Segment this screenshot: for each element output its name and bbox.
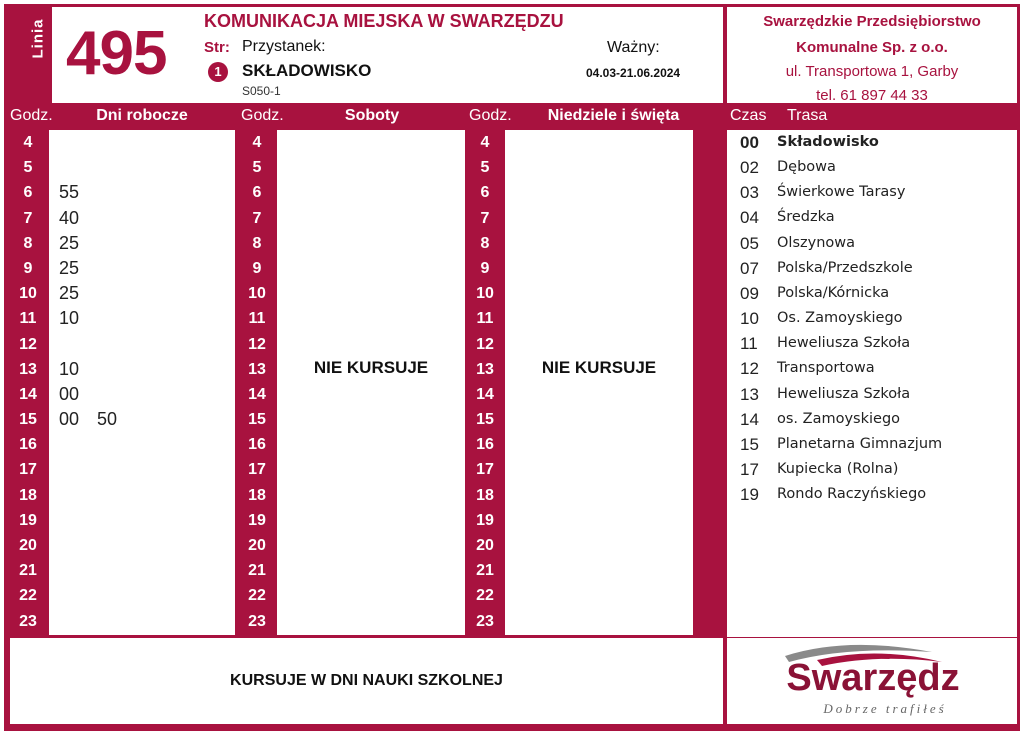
- time-header: Czas: [730, 107, 767, 124]
- weekday-times-row: [49, 432, 235, 457]
- weekday-hour: 22: [19, 587, 37, 605]
- saturday-hour: 7: [252, 209, 262, 227]
- weekday-times-row: [49, 256, 235, 281]
- saturday-hour: 18: [248, 486, 266, 504]
- weekday-hour: 23: [19, 612, 37, 630]
- departure-minute: 10: [59, 308, 80, 329]
- weekday-times-row: [49, 558, 235, 583]
- route-stop-time: 17: [740, 459, 759, 479]
- saturday-note: NIE KURSUJE: [313, 358, 429, 377]
- departure-minute: 00: [59, 383, 80, 404]
- saturday-hour: 16: [248, 436, 266, 454]
- weekday-times-row: [49, 306, 235, 331]
- saturday-hour: 17: [248, 461, 266, 479]
- departure-minute: 25: [59, 257, 80, 278]
- weekday-times-row: [49, 155, 235, 180]
- saturday-hour: 12: [248, 335, 266, 353]
- weekday-times-row: [49, 508, 235, 533]
- saturday-hour: 8: [252, 234, 262, 252]
- route-stop-name: Rondo Raczyńskiego: [777, 486, 927, 503]
- weekday-times-row: [49, 231, 235, 256]
- saturday-hour: 20: [248, 537, 266, 554]
- route-stop-name: Olszynowa: [777, 234, 855, 251]
- stop-label: Przystanek:: [242, 38, 326, 55]
- departure-minute: 00: [59, 409, 80, 430]
- hours-header-weekdays: Godz.: [10, 107, 53, 124]
- saturday-hour: 9: [252, 259, 262, 277]
- route-stop-name: Os. Zamoyskiego: [777, 310, 903, 327]
- route-stop-name: Heweliusza Szkoła: [777, 385, 911, 402]
- footer-note-panel: [10, 638, 723, 724]
- route-stop-time: 02: [740, 158, 759, 178]
- weekday-hour: 11: [19, 310, 37, 328]
- saturday-hour: 14: [248, 385, 266, 403]
- route-stop-time: 05: [740, 233, 759, 253]
- route-stop-time: 15: [740, 434, 759, 454]
- route-header: Trasa: [787, 107, 828, 124]
- company-address: ul. Transportowa 1, Garby: [785, 63, 959, 80]
- sundays-header: Niedziele i święta: [547, 107, 680, 124]
- route-list: [727, 130, 1017, 637]
- saturday-hour: 21: [248, 562, 266, 580]
- hours-column-saturdays: [237, 130, 277, 634]
- weekday-times-row: [49, 357, 235, 382]
- swarzedz-logo: [727, 638, 1017, 724]
- weekday-times-row: [49, 130, 235, 155]
- departure-minute: 55: [59, 182, 80, 203]
- valid-label: Ważny:: [607, 39, 660, 56]
- weekday-hour: 13: [19, 360, 37, 378]
- route-stop-time: 11: [740, 334, 758, 354]
- hours-header-saturdays: Godz.: [241, 107, 284, 124]
- weekday-hour: 6: [23, 184, 33, 202]
- company-name-1: Swarzędzkie Przedsiębiorstwo: [763, 13, 981, 30]
- route-stop-name: Średzka: [777, 209, 835, 226]
- departure-minute: 25: [59, 283, 80, 304]
- weekday-times-row: [49, 457, 235, 482]
- line-number: 495: [66, 19, 167, 88]
- route-stop-name: Polska/Kórnicka: [777, 284, 890, 301]
- weekday-hour: 8: [23, 234, 33, 252]
- weekday-times-row: [49, 382, 235, 407]
- hours-column-sundays: [465, 130, 505, 634]
- sunday-hour: 10: [476, 285, 494, 303]
- sunday-hour: 23: [476, 612, 494, 630]
- route-stop-time: 19: [740, 485, 759, 505]
- saturday-departures: [277, 130, 465, 635]
- sunday-hour: 13: [476, 360, 494, 378]
- route-stop-name: Składowisko: [777, 134, 879, 150]
- weekday-times-row: [49, 407, 235, 432]
- sunday-hour: 14: [476, 385, 494, 403]
- weekday-times-row: [49, 533, 235, 558]
- sunday-hour: 5: [480, 159, 490, 177]
- page-title: KOMUNIKACJA MIEJSKA W SWARZĘDZU: [204, 11, 564, 31]
- saturday-hour: 13: [248, 360, 266, 378]
- saturday-hour: 10: [248, 285, 266, 303]
- logo-wordmark: Swarzędz: [786, 657, 960, 699]
- sunday-hour: 7: [480, 209, 490, 227]
- weekday-hour: 17: [19, 461, 37, 479]
- valid-dates: 04.03-21.06.2024: [586, 66, 681, 80]
- weekday-hour: 5: [23, 159, 33, 177]
- weekday-hour: 14: [19, 385, 37, 403]
- weekday-hour: 12: [19, 335, 37, 353]
- weekday-times-row: [49, 281, 235, 306]
- departure-minute: 10: [59, 358, 80, 379]
- hours-header-sundays: Godz.: [469, 107, 512, 124]
- route-stop-time: 09: [740, 283, 759, 303]
- logo-panel: [727, 638, 1017, 724]
- sunday-departures: [505, 130, 693, 635]
- route-stop-time: 14: [740, 409, 759, 429]
- route-stop-name: Polska/Przedszkole: [777, 259, 913, 276]
- sunday-hour: 22: [476, 587, 494, 605]
- sunday-hour: 11: [476, 310, 494, 328]
- line-label: Linia: [29, 18, 47, 59]
- saturday-hour: 15: [248, 411, 266, 429]
- route-stop-time: 10: [740, 309, 759, 329]
- route-stop-name: Świerkowe Tarasy: [777, 184, 906, 201]
- weekday-hour: 16: [19, 436, 37, 454]
- saturday-hour: 11: [248, 310, 266, 328]
- route-stop-name: Heweliusza Szkoła: [777, 335, 911, 352]
- route-stop-time: 04: [740, 208, 759, 228]
- logo-tagline: Dobrze trafiłeś: [823, 701, 947, 716]
- route-stop-time: 12: [740, 359, 759, 379]
- sunday-hour: 12: [476, 335, 494, 353]
- route-stop-name: Kupiecka (Rolna): [777, 460, 899, 477]
- saturday-hour: 22: [248, 587, 266, 605]
- saturday-hour: 4: [252, 134, 262, 151]
- weekday-hour: 4: [23, 134, 33, 151]
- weekday-hour: 15: [19, 411, 37, 429]
- weekday-hour: 10: [19, 285, 37, 303]
- route-stop-name: Planetarna Gimnazjum: [777, 435, 943, 452]
- weekday-hour: 9: [23, 259, 33, 277]
- sunday-hour: 15: [476, 411, 494, 429]
- saturday-hour: 6: [252, 184, 262, 202]
- route-stop-name: os. Zamoyskiego: [777, 410, 901, 427]
- sunday-hour: 8: [480, 234, 490, 252]
- departure-minute: 50: [97, 409, 118, 430]
- company-phone: tel. 61 897 44 33: [816, 87, 928, 104]
- weekday-times-row: [49, 206, 235, 231]
- sunday-note: NIE KURSUJE: [541, 358, 657, 377]
- stop-name: SKŁADOWISKO: [242, 61, 372, 80]
- weekday-times-row: [49, 609, 235, 634]
- weekday-times-row: [49, 332, 235, 357]
- weekday-hour: 19: [19, 511, 37, 529]
- sunday-hour: 6: [480, 184, 490, 202]
- weekday-hour: 21: [19, 562, 37, 580]
- departure-minute: 40: [59, 207, 80, 228]
- route-stop-name: Dębowa: [777, 159, 836, 176]
- route-stop-time: 03: [740, 183, 759, 203]
- saturday-hour: 5: [252, 159, 262, 177]
- sunday-hour: 17: [476, 461, 494, 479]
- route-stop-name: Transportowa: [777, 360, 875, 377]
- route-stop-time: 00: [740, 133, 759, 152]
- sunday-hour: 19: [476, 511, 494, 529]
- weekday-hour: 7: [23, 209, 33, 227]
- sunday-hour: 16: [476, 436, 494, 454]
- weekday-hour: 20: [19, 537, 37, 554]
- sunday-hour: 18: [476, 486, 494, 504]
- sunday-hour: 21: [476, 562, 494, 580]
- stop-code: S050-1: [242, 84, 281, 98]
- weekday-departures: [49, 130, 235, 635]
- weekday-times-row: [49, 583, 235, 608]
- str-label: Str:: [204, 39, 230, 56]
- route-stop-time: 13: [740, 384, 759, 404]
- weekday-times-row: [49, 483, 235, 508]
- sunday-hour: 9: [480, 259, 490, 277]
- saturday-hour: 23: [248, 612, 266, 630]
- sunday-hour: 20: [476, 537, 494, 554]
- saturday-hour: 19: [248, 511, 266, 529]
- weekday-hour: 18: [19, 486, 37, 504]
- weekday-times-row: [49, 180, 235, 205]
- route-stop-time: 07: [740, 258, 759, 278]
- footer-note: KURSUJE W DNI NAUKI SZKOLNEJ: [230, 672, 503, 689]
- company-name-2: Komunalne Sp. z o.o.: [796, 39, 948, 56]
- saturdays-header: Soboty: [344, 107, 400, 124]
- hours-column-weekdays: [8, 130, 48, 634]
- departure-minute: 25: [59, 232, 80, 253]
- weekdays-header: Dni robocze: [96, 107, 188, 124]
- stop-badge: 1: [208, 62, 228, 82]
- sunday-hour: 4: [480, 134, 490, 151]
